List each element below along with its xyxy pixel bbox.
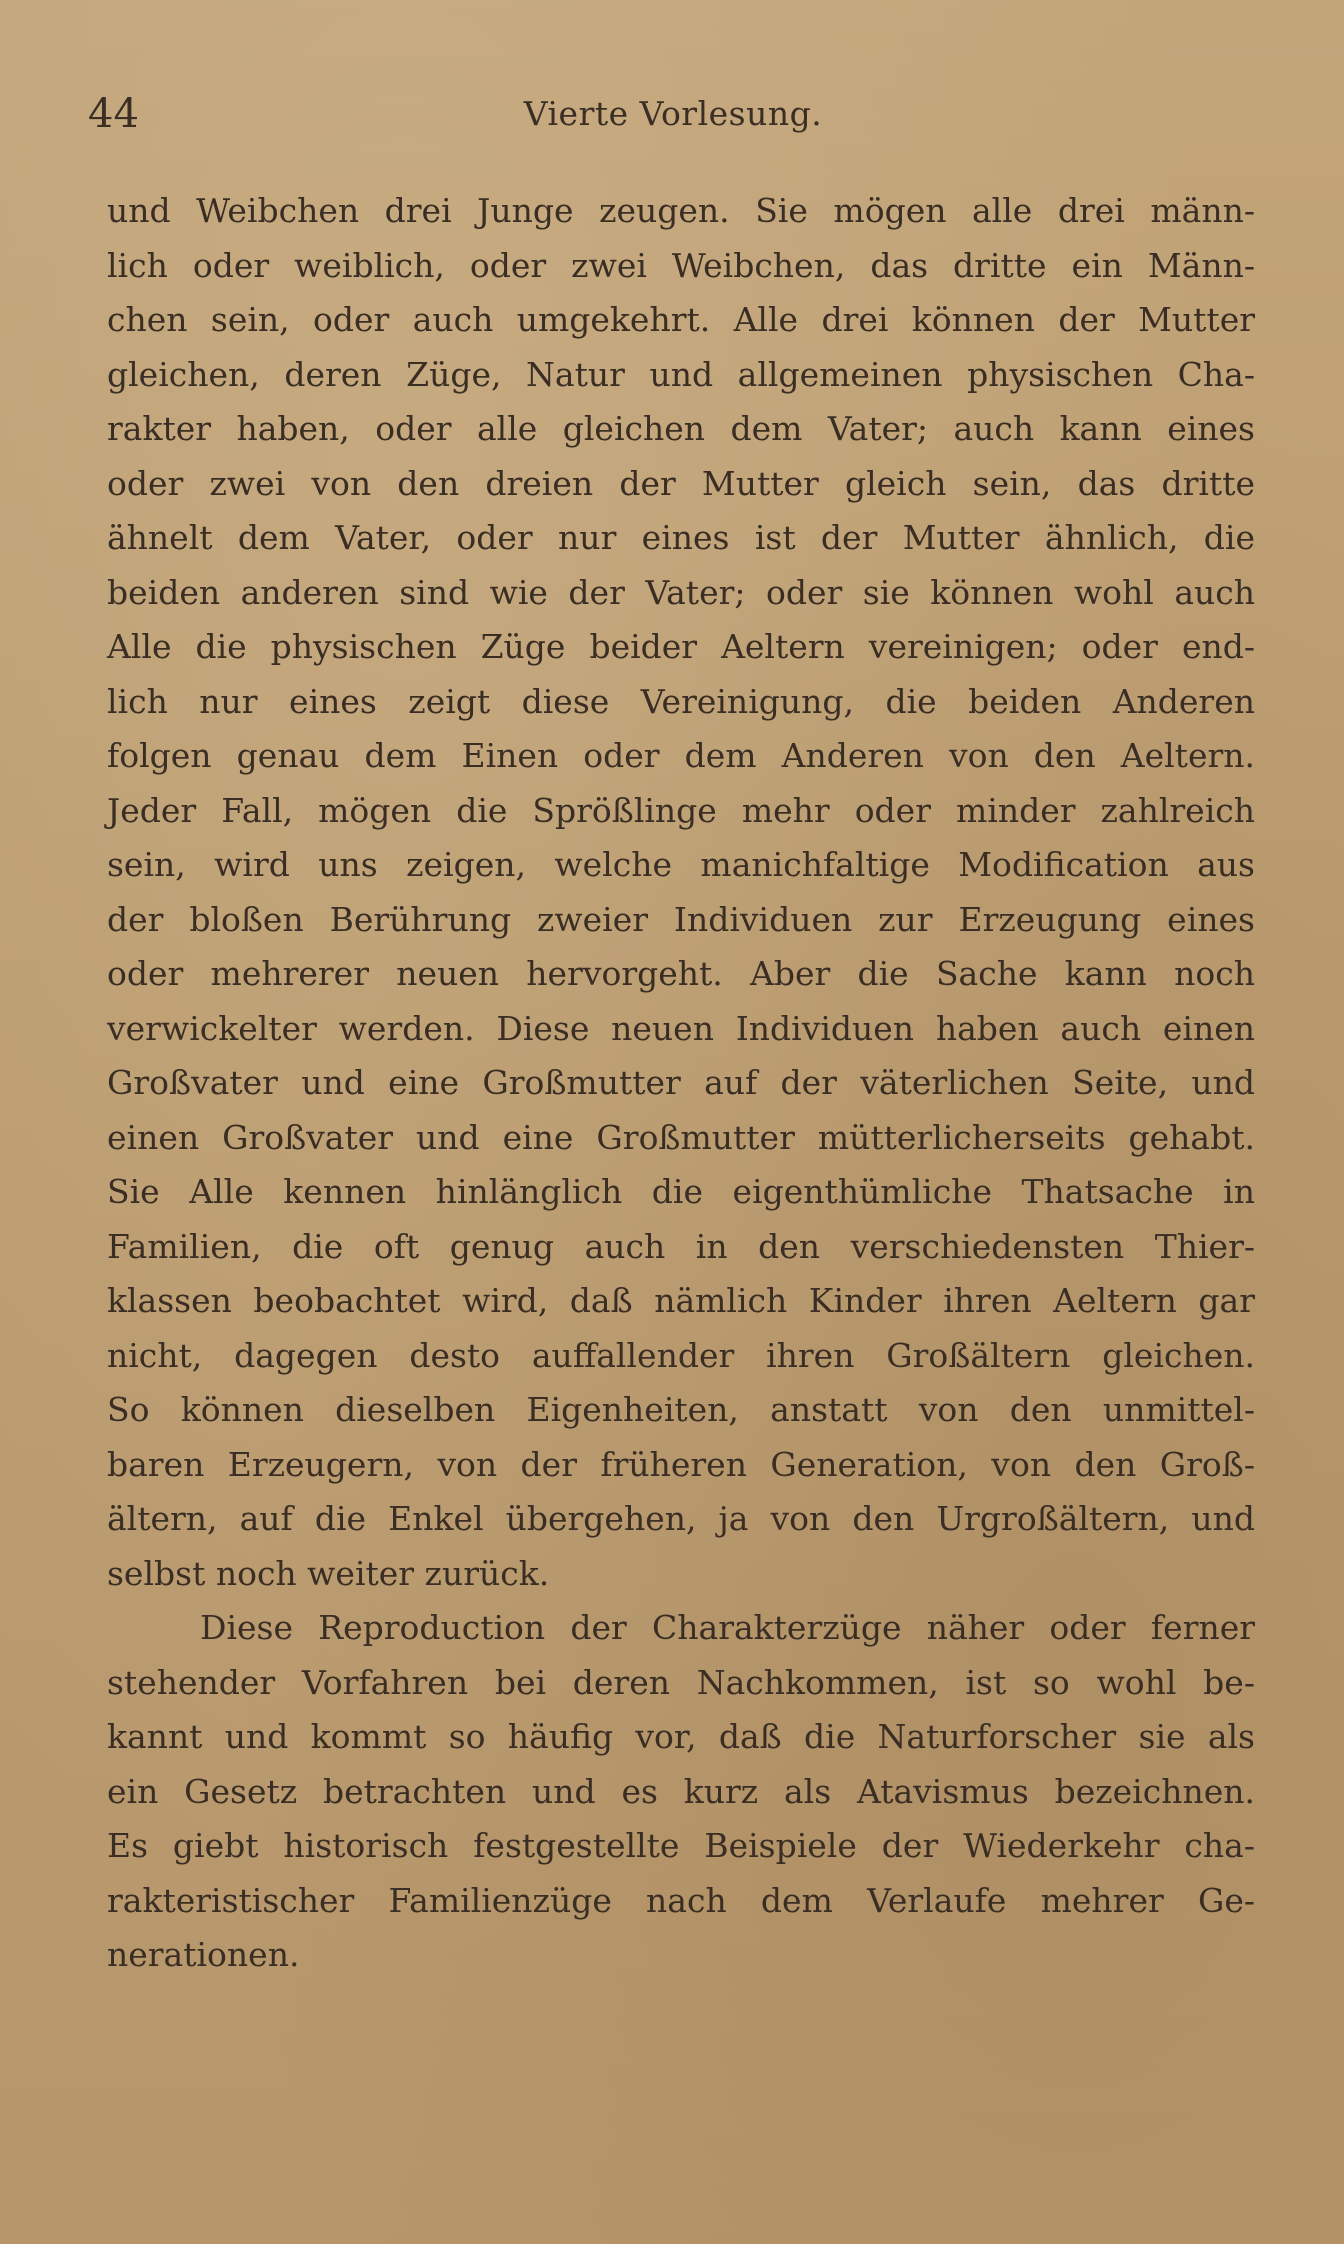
text-line: verwickelter werden. Diese neuen Individuen haben auch einen	[107, 1008, 1255, 1048]
text-line: kannt und kommt so häufig vor, daß die Naturforscher sie als	[107, 1717, 1255, 1756]
text-line: rakteristischer Familienzüge nach dem Verlaufe mehrer Ge-	[107, 1880, 1255, 1920]
text-line: ähnelt dem Vater, oder nur eines ist der Mutter ähnlich, die	[107, 518, 1255, 557]
text-line: Großvater und eine Großmutter auf der väterlichen Seite, und	[107, 1063, 1255, 1102]
text-line: rakter haben, oder alle gleichen dem Vater; auch kann eines	[107, 409, 1255, 448]
text-line: und Weibchen drei Junge zeugen. Sie mögen alle drei männ-	[107, 191, 1255, 230]
text-line: Sie Alle kennen hinlänglich die eigenthümliche Thatsache in	[107, 1172, 1255, 1211]
running-head: Vierte Vorlesung.	[523, 94, 823, 133]
text-line: Es giebt historisch festgestellte Beispiele der Wiederkehr cha-	[107, 1826, 1255, 1865]
text-line: lich oder weiblich, oder zwei Weibchen, das dritte ein Männ-	[107, 245, 1255, 285]
text-line: gleichen, deren Züge, Natur und allgemeinen physischen Cha-	[107, 354, 1255, 394]
text-line: oder zwei von den dreien der Mutter gleich sein, das dritte	[107, 463, 1255, 503]
text-line: einen Großvater und eine Großmutter mütterlicherseits gehabt.	[107, 1117, 1255, 1157]
text-line: baren Erzeugern, von der früheren Generation, von den Groß-	[107, 1444, 1255, 1484]
text-line: Jeder Fall, mögen die Sprößlinge mehr oder minder zahlreich	[107, 790, 1255, 830]
page-header	[88, 86, 1258, 142]
text-line: sein, wird uns zeigen, welche manichfaltige Modification aus	[107, 845, 1255, 884]
text-line: So können dieselben Eigenheiten, anstatt von den unmittel-	[107, 1390, 1255, 1429]
text-line: der bloßen Berührung zweier Individuen zur Erzeugung eines	[107, 899, 1255, 939]
page-number: 44	[88, 91, 139, 137]
text-line: ältern, auf die Enkel übergehen, ja von den Urgroßältern, und	[107, 1499, 1255, 1538]
text-line: Alle die physischen Züge beider Aeltern vereinigen; oder end-	[107, 627, 1255, 666]
paragraph-start-line: Diese Reproduction der Charakterzüge näher oder ferner	[200, 1608, 1255, 1647]
text-line: nicht, dagegen desto auffallender ihren Großältern gleichen.	[107, 1335, 1255, 1375]
text-line: chen sein, oder auch umgekehrt. Alle drei können der Mutter	[107, 300, 1255, 339]
text-line: klassen beobachtet wird, daß nämlich Kinder ihren Aeltern gar	[107, 1281, 1255, 1320]
text-line: stehender Vorfahren bei deren Nachkommen, ist so wohl be-	[107, 1662, 1255, 1702]
paragraph-end-line: nerationen.	[107, 1935, 300, 1974]
text-line: Familien, die oft genug auch in den verschiedensten Thier-	[107, 1226, 1255, 1266]
body-text	[107, 184, 1255, 1983]
text-line: ein Gesetz betrachten und es kurz als Atavismus bezeichnen.	[107, 1771, 1255, 1811]
text-line: folgen genau dem Einen oder dem Anderen von den Aeltern.	[107, 736, 1255, 775]
text-line: lich nur eines zeigt diese Vereinigung, die beiden Anderen	[107, 681, 1255, 721]
text-line: beiden anderen sind wie der Vater; oder sie können wohl auch	[107, 572, 1255, 612]
text-line: oder mehrerer neuen hervorgeht. Aber die Sache kann noch	[107, 954, 1255, 993]
paragraph-end-line: selbst noch weiter zurück.	[107, 1553, 550, 1593]
